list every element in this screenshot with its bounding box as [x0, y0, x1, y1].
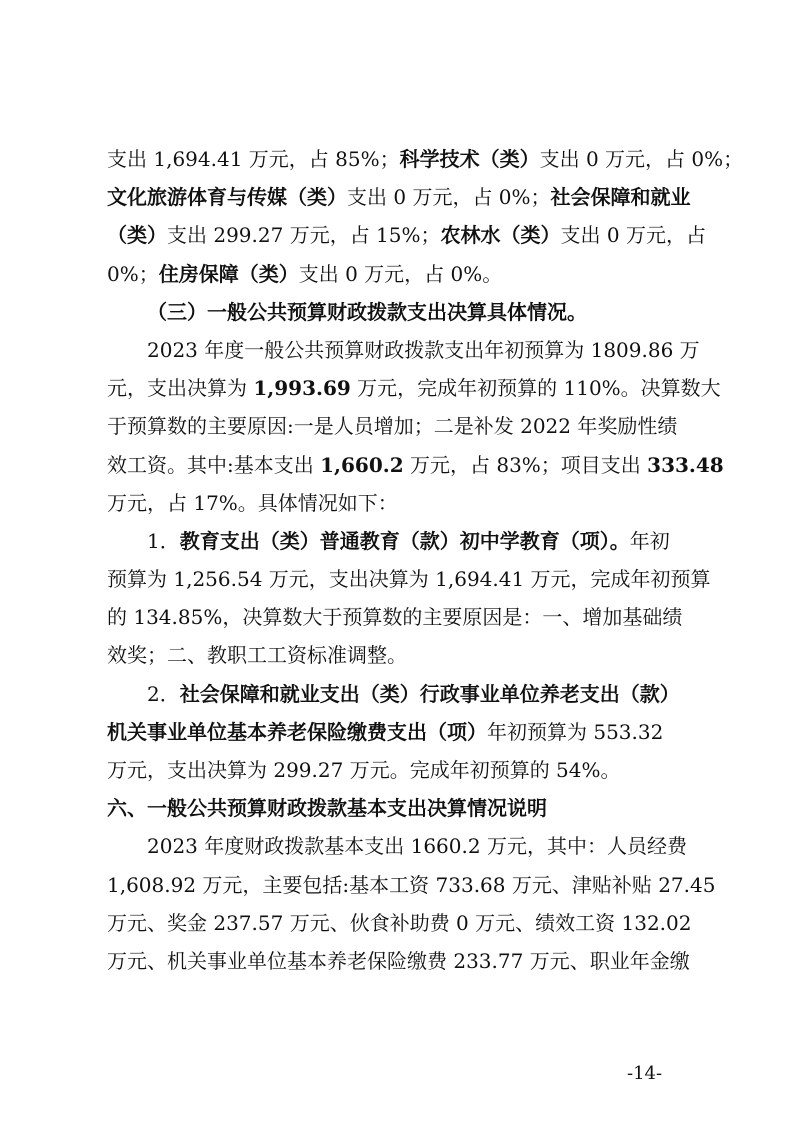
text-line: 万元、奖金 237.57 万元、伙食补助费 0 万元、绩效工资 132.02	[107, 910, 692, 935]
text-line: 文化旅游体育与传媒（类）支出 0 万元，占 0%；社会保障和就业	[107, 185, 691, 210]
text-line: （类）支出 299.27 万元，占 15%；农林水（类）支出 0 万元，占	[107, 223, 706, 248]
text-line: 万元、机关事业单位基本养老保险缴费 233.77 万元、职业年金缴	[107, 948, 690, 973]
document-body	[107, 140, 744, 980]
text-line: 元，支出决算为 1,993.69 万元，完成年初预算的 110%。决算数大	[107, 376, 721, 401]
text-line: 效工资。其中:基本支出 1,660.2 万元，占 83%；项目支出 333.48	[107, 452, 724, 477]
list-item-2: 2．社会保障和就业支出（类）行政事业单位养老支出（款）	[147, 681, 680, 706]
text-line: 的 134.85%，决算数大于预算数的主要原因是：一、增加基础绩	[107, 605, 683, 630]
text-line: 效奖；二、教职工工资标准调整。	[107, 643, 407, 668]
text-line: 支出 1,694.41 万元，占 85%；科学技术（类）支出 0 万元，占 0%；	[107, 147, 744, 171]
text-line: 预算为 1,256.54 万元，支出决算为 1,694.41 万元，完成年初预算	[107, 567, 711, 592]
text-line: 万元，支出决算为 299.27 万元。完成年初预算的 54%。	[107, 758, 621, 782]
list-item-1: 1．教育支出（类）普通教育（款）初中学教育（项）。年初	[147, 528, 670, 553]
text-line: 于预算数的主要原因:一是人员增加；二是补发 2022 年奖励性绩	[107, 414, 678, 439]
text-line: 机关事业单位基本养老保险缴费支出（项）年初预算为 553.32	[107, 719, 664, 744]
text-line: 1,608.92 万元，主要包括:基本工资 733.68 万元、津贴补贴 27.45	[107, 872, 716, 897]
text-line: 2023 年度一般公共预算财政拨款支出年初预算为 1809.86 万	[147, 337, 700, 362]
section-heading-3: （三）一般公共预算财政拨款支出决算具体情况。	[147, 299, 587, 324]
text-line: 万元，占 17%。具体情况如下：	[107, 490, 398, 515]
text-line: 2023 年度财政拨款基本支出 1660.2 万元，其中：人员经费	[147, 834, 687, 859]
text-line: 0%；住房保障（类）支出 0 万元，占 0%。	[107, 261, 503, 286]
section-heading-6: 六、一般公共预算财政拨款基本支出决算情况说明	[107, 796, 547, 821]
page-number: -14-	[627, 1063, 663, 1084]
